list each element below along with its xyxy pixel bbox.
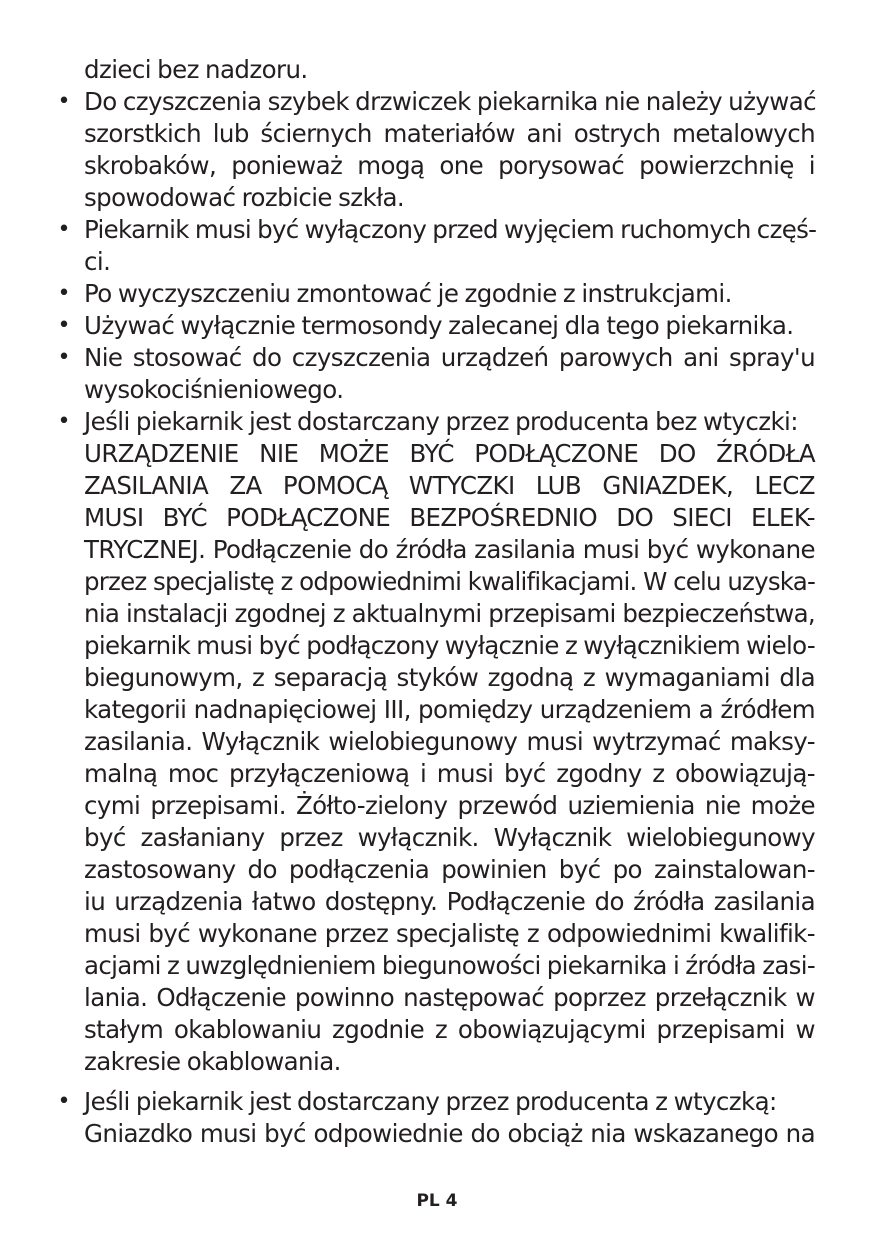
text-line: wysokociśnieniowego. (84, 375, 344, 404)
text-line: nia instalacji zgodnej z aktualnymi przepisami bezpieczeństwa, (84, 599, 815, 628)
bullet-marker: • (57, 1089, 71, 1114)
text-line: zakresie okablowania. (84, 1047, 341, 1076)
text-line: musi być wykonane przez specjalistę z odpowiednimi kwalifik- (84, 919, 815, 948)
text-line: zasilania. Wyłącznik wielobiegunowy musi wytrzymać maksy- (84, 727, 815, 756)
text-line: skrobaków, ponieważ mogą one porysować powierzchnię i (84, 151, 815, 180)
text-line: spowodować rozbicie szkła. (84, 183, 405, 212)
text-line: Gniazdko musi być odpowiednie do obciąż nia wskazanego na (84, 1119, 815, 1148)
text-line: lania. Odłączenie powinno następować poprzez przełącznik w (84, 983, 815, 1012)
text-line: Nie stosować do czyszczenia urządzeń parowych ani spray'u (84, 343, 815, 372)
text-line: być zasłaniany przez wyłącznik. Wyłącznik wielobiegunowy (84, 823, 815, 852)
text-line: malną moc przyłączeniową i musi być zgodny z obowiązują- (84, 759, 815, 788)
bullet-marker: • (57, 409, 71, 434)
text-line: Używać wyłącznie termosondy zalecanej dla tego piekarnika. (84, 311, 794, 340)
text-line: Po wyczyszczeniu zmontować je zgodnie z instrukcjami. (84, 279, 732, 308)
text-line: TRYCZNEJ. Podłączenie do źródła zasilania musi być wykonane (84, 535, 815, 564)
text-line: Do czyszczenia szybek drzwiczek piekarnika nie należy używać (84, 87, 816, 116)
text-line: stałym okablowaniu zgodnie z obowiązującymi przepisami w (84, 1015, 815, 1044)
text-line: przez specjalistę z odpowiednimi kwalifikacjami. W celu uzyska- (84, 567, 815, 596)
text-line: Piekarnik musi być wyłączony przed wyjęciem ruchomych częś- (84, 215, 817, 244)
text-line: acjami z uwzględnieniem biegunowości piekarnika i źródła zasi- (84, 951, 815, 980)
text-line: ci. (84, 247, 111, 276)
text-line: kategorii nadnapięciowej III, pomiędzy urządzeniem a źródłem (84, 695, 815, 724)
bullet-marker: • (57, 313, 71, 338)
text-line: MUSI BYĆ PODŁĄCZONE BEZPOŚREDNIO DO SIECI ELEK- (84, 503, 815, 532)
bullet-marker: • (57, 217, 71, 242)
text-line: iu urządzenia łatwo dostępny. Podłączenie do źródła zasilania (84, 887, 815, 916)
text-line: URZĄDZENIE NIE MOŻE BYĆ PODŁĄCZONE DO ŹRÓDŁA (84, 439, 815, 468)
text-line: Jeśli piekarnik jest dostarczany przez producenta z wtyczką: (84, 1087, 777, 1116)
bullet-marker: • (57, 345, 71, 370)
text-line: dzieci bez nadzoru. (84, 55, 308, 84)
text-line: ZASILANIA ZA POMOCĄ WTYCZKI LUB GNIAZDEK, LECZ (84, 471, 815, 500)
bullet-marker: • (57, 281, 71, 306)
text-line: biegunowym, z separacją styków zgodną z wymaganiami dla (84, 663, 815, 692)
text-line: piekarnik musi być podłączony wyłącznie z wyłącznikiem wielo- (84, 631, 815, 660)
page-number: PL 4 (416, 1191, 458, 1211)
bullet-marker: • (57, 89, 71, 114)
text-line: Jeśli piekarnik jest dostarczany przez producenta bez wtyczki: (84, 407, 798, 436)
text-line: szorstkich lub ściernych materiałów ani ostrych metalowych (84, 119, 815, 148)
text-line: cymi przepisami. Żółto-zielony przewód uziemienia nie może (84, 791, 815, 820)
text-line: zastosowany do podłączenia powinien być po zainstalowan- (84, 855, 815, 884)
